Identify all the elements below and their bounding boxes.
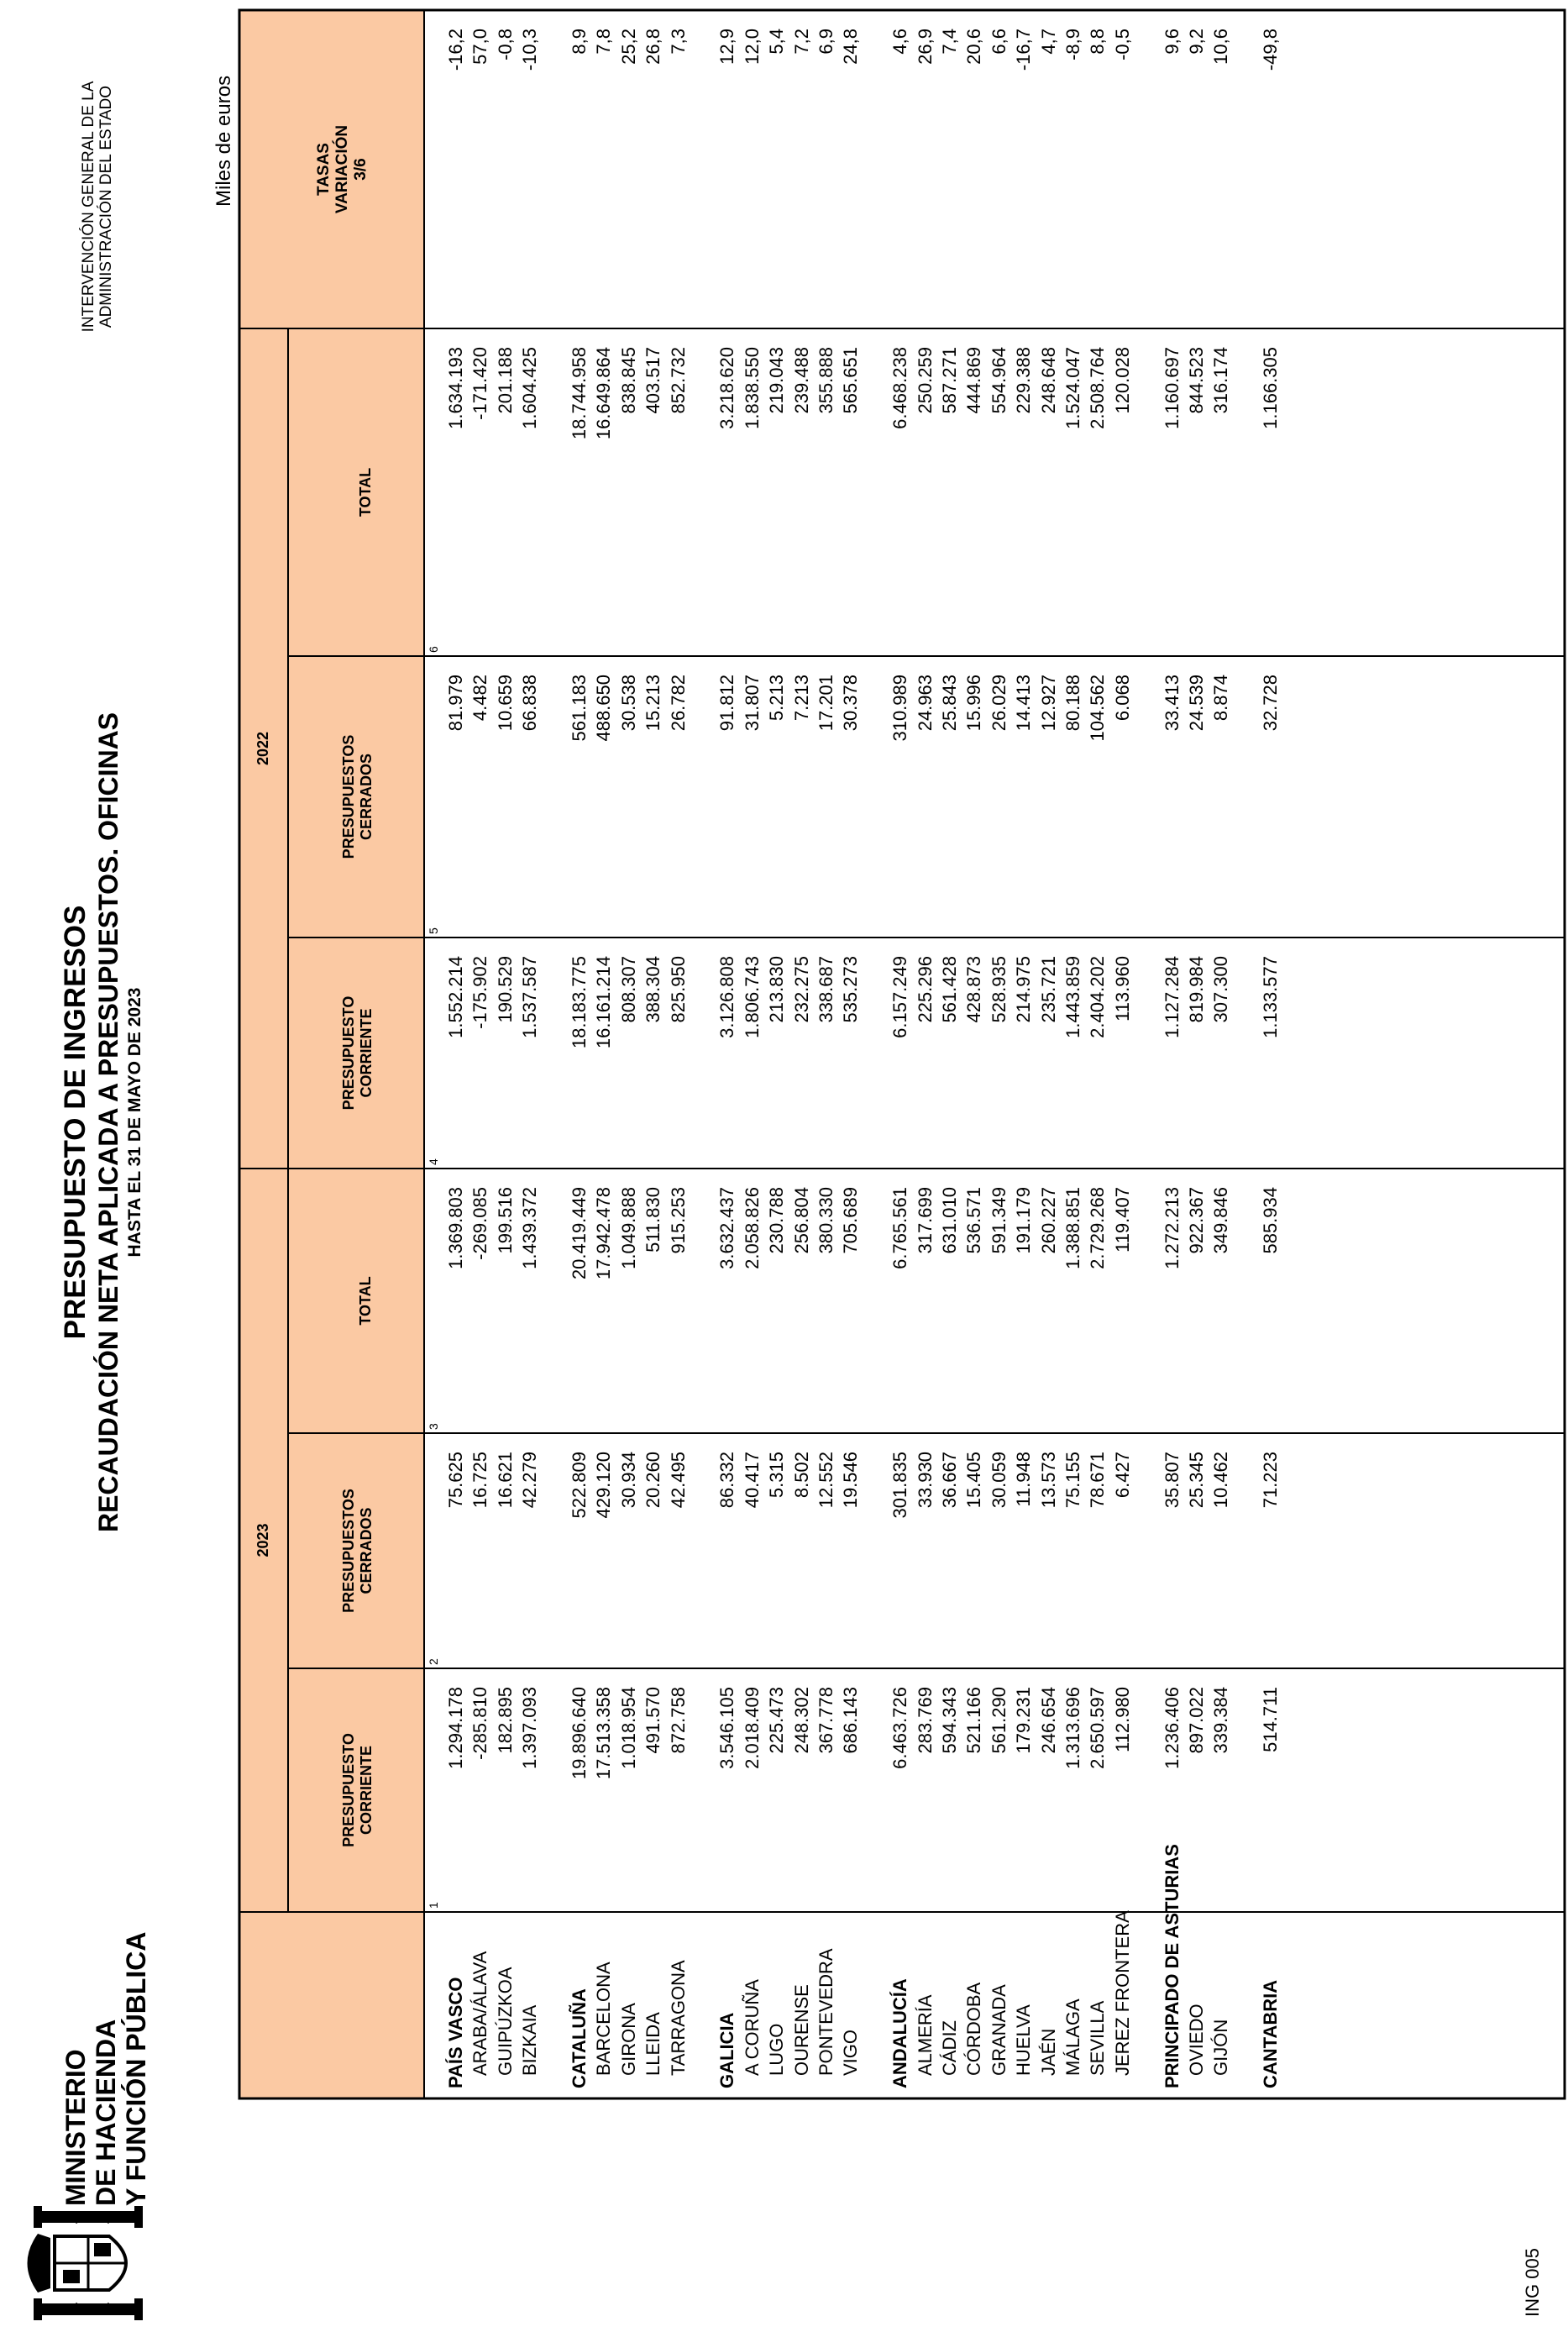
table-cell: 6,6 (988, 29, 1009, 55)
table-cell: 13.573 (1037, 1452, 1059, 1509)
row-label: GALICIA (716, 2012, 738, 2088)
units-label: Miles de euros (212, 75, 235, 207)
table-cell: 7,3 (667, 29, 689, 55)
table-cell: 3.632.437 (716, 1187, 738, 1269)
table-cell: 14.413 (1013, 675, 1035, 732)
table-cell: 33.930 (914, 1452, 936, 1509)
table-cell: 182.895 (494, 1687, 516, 1754)
table-cell: 1.160.697 (1161, 347, 1183, 429)
table-cell: 7,4 (939, 29, 960, 55)
table-cell: 214.975 (1013, 956, 1035, 1023)
table-cell: 1.604.425 (519, 347, 541, 429)
table-cell: 81.979 (445, 675, 466, 732)
table-cell: 3.546.105 (716, 1687, 738, 1769)
table-cell: 514.711 (1260, 1687, 1282, 1752)
table-cell: 17.513.358 (593, 1687, 615, 1780)
table-cell: 16.725 (469, 1452, 491, 1509)
table-cell: 1.133.577 (1260, 956, 1282, 1038)
table-cell: 75.155 (1062, 1452, 1083, 1509)
table-cell: 16.649.864 (593, 347, 615, 440)
column-number: 6 (427, 646, 440, 653)
row-label: JEREZ FRONTERA (1111, 1910, 1133, 2076)
table-cell: 2.018.409 (741, 1687, 763, 1769)
table-cell: 30.378 (840, 675, 862, 732)
table-cell: 565.651 (840, 347, 862, 414)
row-label: PONTEVEDRA (815, 1948, 836, 2076)
row-label: GIRONA (617, 2003, 639, 2076)
table-cell: 9,6 (1161, 29, 1183, 55)
row-label: GRANADA (988, 1984, 1009, 2076)
table-cell: 317.699 (914, 1187, 936, 1254)
table-cell: 213.830 (766, 956, 788, 1023)
table-cell: -0,8 (494, 29, 516, 60)
table-cell: 349.846 (1210, 1187, 1232, 1254)
table-cell: 1.388.851 (1062, 1187, 1083, 1269)
table-cell: 686.143 (840, 1687, 862, 1754)
table-cell: 20,6 (963, 29, 985, 65)
table-cell: 71.223 (1260, 1452, 1282, 1509)
table-cell: 26,8 (642, 29, 664, 65)
table-cell: 1.369.803 (445, 1187, 466, 1269)
header-total-2023: TOTAL (357, 1276, 374, 1326)
table-cell: 75.625 (445, 1452, 466, 1509)
table-cell: 521.166 (963, 1687, 985, 1754)
table-cell: 1.552.214 (445, 956, 466, 1038)
row-label: PAÍS VASCO (445, 1977, 466, 2088)
table-cell: 57,0 (469, 29, 491, 65)
table-cell: 190.529 (494, 956, 516, 1023)
table-cell: 232.275 (790, 956, 812, 1023)
table-cell: 8.502 (790, 1452, 812, 1499)
row-label: ANDALUCÍA (889, 1978, 911, 2088)
table-cell: 2.404.202 (1087, 956, 1109, 1038)
row-label: ARABA/ÁLAVA (469, 1951, 491, 2076)
header-pres-cerrados-2022: PRESUPUESTOS CERRADOS (340, 734, 375, 859)
table-cell: 1.049.888 (617, 1187, 639, 1269)
table-cell: 86.332 (716, 1452, 738, 1509)
table-cell: 6.157.249 (889, 956, 911, 1038)
table-cell: 119.407 (1111, 1187, 1133, 1253)
table-cell: 225.473 (766, 1687, 788, 1754)
table-cell: 8,9 (569, 29, 590, 55)
table-cell: 2.650.597 (1087, 1687, 1109, 1769)
table-cell: 26,9 (914, 29, 936, 65)
table-cell: 30.538 (617, 675, 639, 732)
table-cell: 18.744.958 (569, 347, 590, 440)
table-cell: 24,8 (840, 29, 862, 65)
table-cell: 5,4 (766, 29, 788, 55)
table-cell: 844.523 (1186, 347, 1207, 414)
table-cell: 24.539 (1186, 675, 1207, 732)
row-label: LLEIDA (642, 2012, 664, 2076)
table-cell: 1.294.178 (445, 1687, 466, 1769)
table-cell: 26.782 (667, 675, 689, 732)
table-cell: 9,2 (1186, 29, 1207, 55)
table-cell: 388.304 (642, 956, 664, 1023)
table-cell: 8.874 (1210, 675, 1232, 722)
table-cell: 7.213 (790, 675, 812, 722)
table-cell: 10.462 (1210, 1452, 1232, 1509)
table-cell: 1.166.305 (1260, 347, 1282, 429)
table-cell: 1.397.093 (519, 1687, 541, 1769)
table-cell: -0,5 (1111, 29, 1133, 60)
table-cell: 488.650 (593, 675, 615, 742)
row-label: PRINCIPADO DE ASTURIAS (1161, 1844, 1183, 2088)
table-cell: 872.758 (667, 1687, 689, 1754)
table-cell: 1.838.550 (741, 347, 763, 429)
table-cell: 31.807 (741, 675, 763, 732)
table-cell: 225.296 (914, 956, 936, 1023)
table-cell: 522.809 (569, 1452, 590, 1519)
table-cell: 20.260 (642, 1452, 664, 1509)
table-cell: 25.843 (939, 675, 960, 732)
row-label: BIZKAIA (519, 2004, 541, 2076)
table-cell: 5.213 (766, 675, 788, 722)
table-cell: 591.349 (988, 1187, 1009, 1254)
table-cell: 587.271 (939, 347, 960, 414)
table-cell: 528.935 (988, 956, 1009, 1023)
table-cell: 301.835 (889, 1452, 911, 1519)
table-cell: 66.838 (519, 675, 541, 732)
table-cell: 10.659 (494, 675, 516, 732)
table-cell: 35.807 (1161, 1452, 1183, 1509)
ministry-name: MINISTERIO DE HACIENDA Y FUNCIÓN PÚBLICA (60, 1931, 151, 2206)
table-cell: 511.830 (642, 1187, 664, 1253)
table-cell: 112.980 (1111, 1687, 1133, 1752)
table-cell: 403.517 (642, 347, 664, 414)
table-cell: -16,2 (445, 29, 466, 71)
table-cell: 15.213 (642, 675, 664, 732)
table-cell: 248.648 (1037, 347, 1059, 414)
table-cell: 4,7 (1037, 29, 1059, 55)
table-cell: 554.964 (988, 347, 1009, 414)
table-cell: 6.068 (1111, 675, 1133, 722)
table-cell: 18.183.775 (569, 956, 590, 1049)
table-cell: 12.552 (815, 1452, 836, 1509)
table-cell: 536.571 (963, 1187, 985, 1254)
table-cell: 235.721 (1037, 956, 1059, 1023)
table-cell: 10,6 (1210, 29, 1232, 65)
table-cell: 2.058.826 (741, 1187, 763, 1269)
table-cell: 17.942.478 (593, 1187, 615, 1280)
row-label: OVIEDO (1186, 2004, 1207, 2076)
table-cell: 307.300 (1210, 956, 1232, 1023)
table-cell: 16.161.214 (593, 956, 615, 1049)
row-label: GUIPÚZKOA (494, 1967, 516, 2076)
table-cell: 32.728 (1260, 675, 1282, 732)
table-cell: 594.343 (939, 1687, 960, 1754)
table-cell: 42.495 (667, 1452, 689, 1509)
table-cell: 230.788 (766, 1187, 788, 1254)
table-cell: 3.218.620 (716, 347, 738, 429)
header-pres-corriente-2022: PRESUPUESTO CORRIENTE (340, 995, 375, 1111)
row-label: CÓRDOBA (963, 1982, 985, 2076)
row-label: GIJÓN (1210, 2019, 1232, 2076)
table-cell: -16,7 (1013, 29, 1035, 71)
table-cell: 17.201 (815, 675, 836, 732)
table-cell: 2.508.764 (1087, 347, 1109, 429)
row-label: MÁLAGA (1062, 1998, 1083, 2076)
table-cell: 201.188 (494, 347, 516, 414)
table-cell: 631.010 (939, 1187, 960, 1254)
table-cell: 491.570 (642, 1687, 664, 1754)
row-label: A CORUÑA (741, 1979, 763, 2076)
header-year-2022: 2022 (254, 731, 271, 766)
table-cell: 8,8 (1087, 29, 1109, 55)
table-cell: 1.537.587 (519, 956, 541, 1038)
table-cell: 113.960 (1111, 956, 1133, 1022)
table-cell: 5.315 (766, 1452, 788, 1499)
table-cell: 7,8 (593, 29, 615, 55)
table-cell: 12.927 (1037, 675, 1059, 732)
table-cell: 316.174 (1210, 347, 1232, 414)
table-cell: 7,2 (790, 29, 812, 55)
table-cell: 819.984 (1186, 956, 1207, 1023)
table-cell: 19.896.640 (569, 1687, 590, 1780)
table-cell: 1.634.193 (445, 347, 466, 429)
table-cell: 78.671 (1087, 1452, 1109, 1509)
table-cell: 561.183 (569, 675, 590, 742)
table-cell: 339.384 (1210, 1687, 1232, 1754)
table-cell: 15.996 (963, 675, 985, 732)
table-cell: 248.302 (790, 1687, 812, 1754)
table-cell: 20.419.449 (569, 1187, 590, 1280)
row-label: SEVILLA (1087, 2000, 1109, 2076)
table-cell: 19.546 (840, 1452, 862, 1509)
table-cell: 191.179 (1013, 1187, 1035, 1254)
table-cell: 2.729.268 (1087, 1187, 1109, 1269)
table-cell: 6.468.238 (889, 347, 911, 429)
row-label: OURENSE (790, 1984, 812, 2076)
table-cell: 15.405 (963, 1452, 985, 1509)
table-cell: 1.313.696 (1062, 1687, 1083, 1769)
table-cell: 42.279 (519, 1452, 541, 1509)
table-cell: 429.120 (593, 1452, 615, 1519)
table-cell: 179.231 (1013, 1687, 1035, 1754)
table-cell: 250.259 (914, 347, 936, 414)
column-number: 4 (427, 1158, 440, 1165)
table-cell: 705.689 (840, 1187, 862, 1254)
column-number: 1 (427, 1902, 440, 1909)
header-pres-corriente-2023: PRESUPUESTO CORRIENTE (340, 1733, 375, 1847)
table-cell: 25.345 (1186, 1452, 1207, 1509)
table-cell: -10,3 (519, 29, 541, 71)
table-cell: 3.126.808 (716, 956, 738, 1038)
table-cell: 6.427 (1111, 1452, 1133, 1499)
table-cell: -171.420 (469, 347, 491, 420)
table-cell: 24.963 (914, 675, 936, 732)
column-number: 5 (427, 927, 440, 934)
table-cell: 825.950 (667, 956, 689, 1023)
table-cell: 852.732 (667, 347, 689, 414)
row-label: VIGO (840, 2029, 862, 2076)
header-total-2022: TOTAL (357, 467, 374, 517)
table-cell: 26.029 (988, 675, 1009, 732)
table-cell: 120.028 (1111, 347, 1133, 414)
table-cell: 444.869 (963, 347, 985, 414)
table-cell: 585.934 (1260, 1187, 1282, 1254)
table-cell: 4.482 (469, 675, 491, 722)
table-cell: 561.290 (988, 1687, 1009, 1754)
table-cell: -8,9 (1062, 29, 1083, 60)
table-cell: 808.307 (617, 956, 639, 1023)
column-number: 3 (427, 1423, 440, 1430)
table-cell: 25,2 (617, 29, 639, 65)
table-cell: -285.810 (469, 1687, 491, 1760)
table-cell: 40.417 (741, 1452, 763, 1509)
row-label: CATALUÑA (569, 1988, 590, 2088)
form-code: ING 005 (1522, 2248, 1543, 2317)
table-cell: 30.934 (617, 1452, 639, 1509)
table-cell: 12,0 (741, 29, 763, 65)
table-cell: 561.428 (939, 956, 960, 1023)
table-cell: 91.812 (716, 675, 738, 732)
table-cell: 1.443.859 (1062, 956, 1083, 1038)
table-cell: 1.439.372 (519, 1187, 541, 1269)
table-cell: 1.524.047 (1062, 347, 1083, 429)
report-title: PRESUPUESTO DE INGRESOS RECAUDACIÓN NETA APLICADA A PRESUPUESTOS. OFICINAS HASTA EL 31 DE MAYO DE 2023 (59, 712, 144, 1533)
table-cell: 367.778 (815, 1687, 836, 1754)
table-cell: 380.330 (815, 1187, 836, 1254)
table-cell: 229.388 (1013, 347, 1035, 414)
table-cell: 260.227 (1037, 1187, 1059, 1254)
table-cell: 4,6 (889, 29, 911, 55)
table-cell: 36.667 (939, 1452, 960, 1509)
table-cell: 1.127.284 (1161, 956, 1183, 1038)
table-cell: 6.463.726 (889, 1687, 911, 1769)
table-cell: 30.059 (988, 1452, 1009, 1509)
table-cell: 1.018.954 (617, 1687, 639, 1769)
table-cell: 6,9 (815, 29, 836, 55)
row-label: JAÉN (1037, 2028, 1059, 2076)
table-cell: 246.654 (1037, 1687, 1059, 1754)
table-cell: 338.687 (815, 956, 836, 1023)
table-cell: 897.022 (1186, 1687, 1207, 1754)
row-label: HUELVA (1013, 2004, 1035, 2076)
header-tasas: TASAS VARIACIÓN 3/6 (315, 124, 370, 214)
row-label: TARRAGONA (667, 1960, 689, 2076)
table-cell: 104.562 (1087, 675, 1109, 742)
row-label: CÁDIZ (939, 2020, 960, 2076)
header-pres-cerrados-2023: PRESUPUESTOS CERRADOS (340, 1489, 375, 1613)
table-cell: -269.085 (469, 1187, 491, 1260)
header-year-2023: 2023 (254, 1523, 271, 1557)
table-cell: 310.989 (889, 675, 911, 742)
table-cell: -175.902 (469, 956, 491, 1029)
table-cell: 283.769 (914, 1687, 936, 1754)
table-cell: 355.888 (815, 347, 836, 414)
table-cell: 838.845 (617, 347, 639, 414)
row-label: BARCELONA (593, 1962, 615, 2076)
row-label: LUGO (766, 2023, 788, 2076)
table-cell: -49,8 (1260, 29, 1282, 71)
table-cell: 915.253 (667, 1187, 689, 1254)
table-cell: 33.413 (1161, 675, 1183, 732)
table-cell: 1.272.213 (1161, 1187, 1183, 1269)
table-cell: 12,9 (716, 29, 738, 65)
table-cell: 11.948 (1013, 1452, 1035, 1507)
row-label: CANTABRIA (1260, 1979, 1282, 2088)
row-label: ALMERÍA (914, 1994, 936, 2076)
column-number: 2 (427, 1658, 440, 1665)
table-cell: 80.188 (1062, 675, 1083, 732)
table-cell: 428.873 (963, 956, 985, 1023)
table-cell: 535.273 (840, 956, 862, 1023)
table-cell: 1.806.743 (741, 956, 763, 1038)
table-cell: 1.236.406 (1161, 1687, 1183, 1769)
table-cell: 239.488 (790, 347, 812, 414)
table-cell: 256.804 (790, 1187, 812, 1254)
table-cell: 199.516 (494, 1187, 516, 1254)
table-cell: 922.367 (1186, 1187, 1207, 1254)
table-cell: 6.765.561 (889, 1187, 911, 1269)
issuing-body: INTERVENCIÓN GENERAL DE LA ADMINISTRACIÓN DEL ESTADO (80, 81, 115, 333)
table-cell: 16.621 (494, 1452, 516, 1509)
table-cell: 219.043 (766, 347, 788, 414)
